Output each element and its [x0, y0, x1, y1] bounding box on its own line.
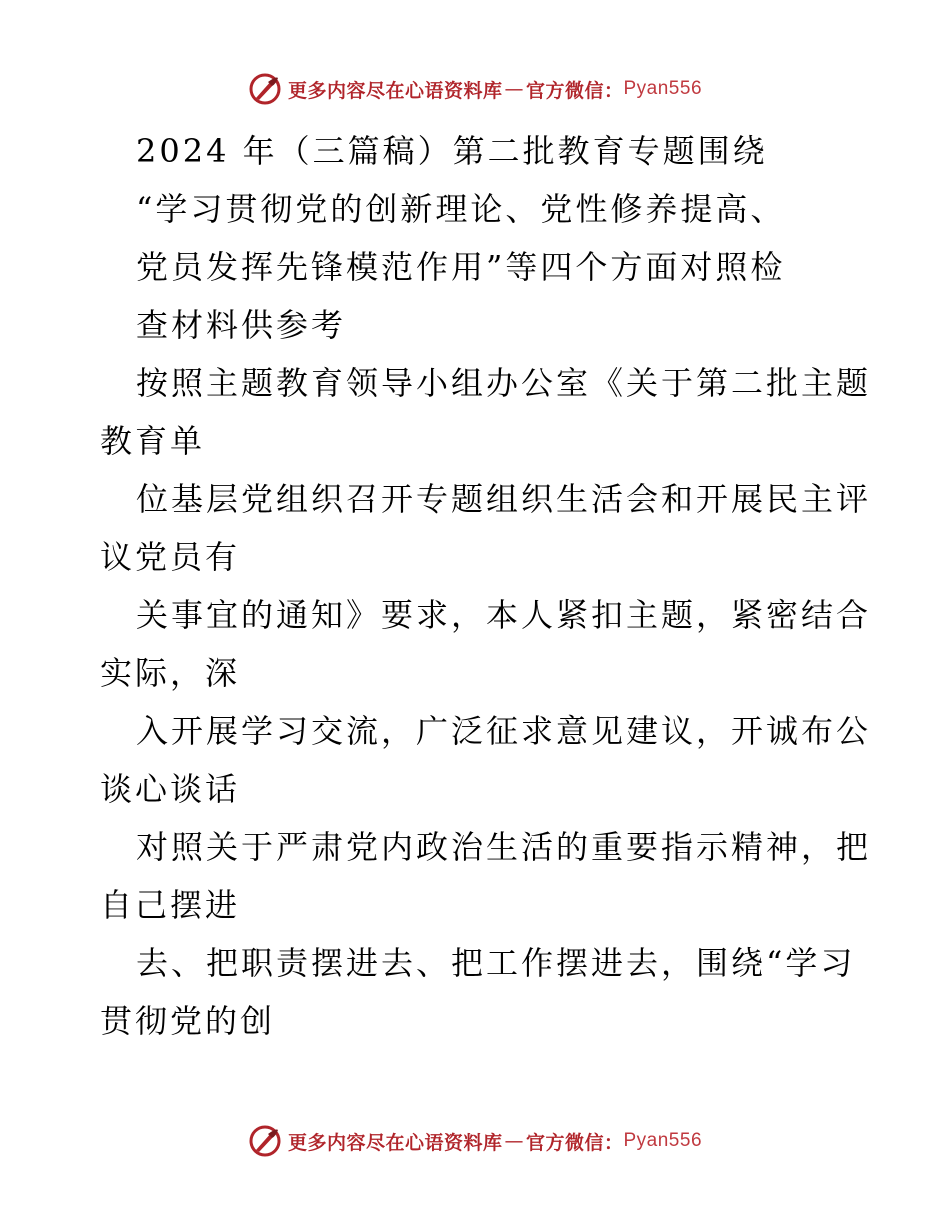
header-wechat-label: 官方微信：	[525, 79, 624, 102]
paragraph-line: 按照主题教育领导小组办公室《关于第二批主题	[136, 364, 872, 402]
paragraph-line: 关事宜的通知》要求，本人紧扣主题，紧密结合	[136, 596, 872, 634]
footer-wechat-id: Pyan556	[623, 1130, 703, 1151]
document-body	[100, 122, 872, 1050]
paragraph-line: 位基层党组织召开专题组织生活会和开展民主评	[136, 480, 872, 518]
header-banner-text: 更多内容尽在心语资料库	[287, 79, 503, 102]
title-line: 查材料供参考	[136, 306, 347, 344]
footer-wechat-label: 官方微信：	[525, 1131, 624, 1154]
footer-banner-text: 更多内容尽在心语资料库	[287, 1131, 503, 1154]
paragraph-line: 教育单	[100, 422, 206, 460]
paragraph-line: 议党员有	[100, 538, 241, 576]
paragraph-line: 自己摆进	[100, 886, 241, 924]
paragraph-line: 谈心谈话	[100, 770, 241, 808]
footer-banner	[0, 1124, 950, 1158]
header-banner-separator: —	[504, 78, 524, 100]
paragraph-line: 实际，深	[100, 654, 241, 692]
quill-logo-icon	[248, 72, 282, 106]
title-line: 2024 年（三篇稿）第二批教育专题围绕	[136, 132, 768, 170]
header-banner	[0, 72, 950, 106]
paragraph-line: 入开展学习交流，广泛征求意见建议，开诚布公	[136, 712, 872, 750]
footer-banner-separator: —	[504, 1130, 524, 1152]
paragraph-line: 去、把职责摆进去、把工作摆进去，围绕“学习	[136, 944, 856, 982]
paragraph-line: 贯彻党的创	[100, 1002, 276, 1040]
title-line: 党员发挥先锋模范作用”等四个方面对照检	[136, 248, 786, 286]
header-wechat-id: Pyan556	[623, 78, 703, 99]
paragraph-line: 对照关于严肃党内政治生活的重要指示精神，把	[136, 828, 872, 866]
quill-logo-icon	[248, 1124, 282, 1158]
title-line: “学习贯彻党的创新理论、党性修养提高、	[136, 190, 786, 228]
